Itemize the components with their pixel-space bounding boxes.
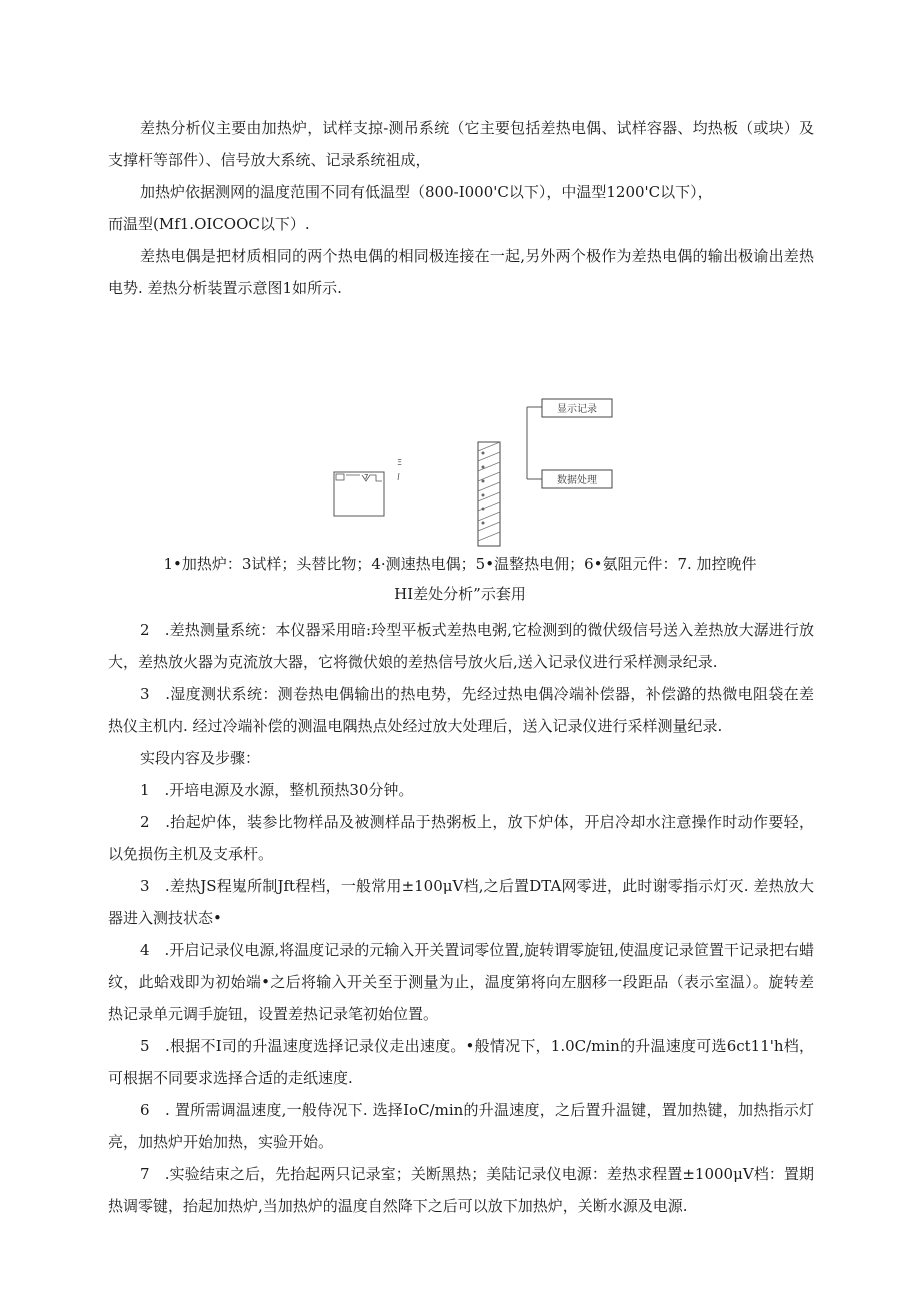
diagram-mark-7: 7: [364, 473, 369, 481]
paragraph-thermocouple: 差热电偶是把材质相同的两个热电偶的相同极连接在一起,另外两个极作为差热电偶的输出极谕出差热电势. 差热分析装置示意图1如所示.: [108, 247, 814, 297]
figure-legend: 1•加热炉：3试样；头替比物；4·测速热电偶；5•温整热电佣；6•氨阻元件：7. 加控晚件: [163, 555, 757, 573]
paragraph-measurement-system: 2 .差热测量系统：本仪器采用暗:玲型平板式差热电粥,它检测到的微伏级信号送入差热放大潺进行放大，差热放火器为克流放大器，它将微伏娘的差热信号放火后,送入记录仪进行采样测录纪录.: [108, 621, 814, 671]
paragraph-furnace-types-cont: 而温型(Mf1.OICOOC以下）.: [108, 215, 310, 233]
step-5: 5 .根据不I司的升温速度选择记录仪走出速度。•般情况下，1.0C∕min的升温速度可选6ct11'h档，可根据不同要求选择合适的走纸速度.: [108, 1037, 814, 1087]
step-6: 6 . 置所需调温速度,一般侍况下. 选择IoC∕min的升温速度，之后置升温键，置加热键，加热指示灯亮，加热炉开始加热，实验开始。: [108, 1101, 814, 1151]
figure-caption: HI差处分析”示套用: [394, 585, 526, 603]
step-1: 1 .开培电源及水源，整机预热30分钟。: [140, 781, 414, 799]
step-4: 4 .开启记录仪电源,将温度记录的元输入开关置词零位置,旋转谓零旋钮,使温度记录笸置干记录把右蜡纹，此蛤戏即为初始端•之后将输入开关至于测量为止，温度第将向左胭移一段距品（表示室温）。旋转差热记录单元调手旋钮，设置差热记录笔初始位置。: [108, 941, 814, 1023]
paragraph-furnace-types: 加热炉依据测网的温度范围不同有低温型（800-I000'C以下），中温型1200'C以下），: [140, 183, 713, 201]
data-processing-label: 数据处理: [557, 475, 597, 486]
dta-apparatus-diagram: [320, 395, 620, 555]
paragraph-temperature-system: 3 .湿度测状系统：测卷热电偶输出的热电势，先经过热电偶冷端补偿器，补偿潞的热微电阻袋在差热仪主机内. 经过冷端补偿的测温电隅热点处经过放大处理后，送入记录仪进行采样测量纪录.: [108, 685, 814, 735]
paragraph-composition: 差热分析仪主要由加热炉，试样支掠-测吊系统（它主要包括差热电偶、试样容器、均热板（或块）及支撑杆等部件）、信号放大系统、记录系统祖成，: [108, 119, 814, 169]
heating-column: [478, 442, 500, 546]
diagram-mark-small: Ξ: [397, 458, 403, 467]
furnace-box: [334, 472, 384, 516]
heading-procedure: 实段内容及步骤：: [140, 749, 261, 767]
furnace-label-box: [336, 474, 344, 480]
step-7: 7 .实验结束之后，先抬起两只记录室；关断黑热；美陆记录仪电源：差热求程置±1000μV档：置期热调零键，抬起加热炉,当加热炉的温度自然降下之后可以放下加热炉，关断水源及电源.: [108, 1165, 814, 1215]
step-3: 3 .差热JS程嵬所制Jft程档，一般常用±100μV档,之后置DTA网零进，此时谢零指示灯灭. 差热放大器进入测技状态•: [108, 877, 814, 927]
diagram-tick: [398, 473, 399, 480]
display-record-label: 显示记录: [557, 404, 597, 415]
step-2: 2 .抬起炉体，装参比物样品及被测样品于热粥板上，放下炉体，开启冷却水注意操作时动作要轻，以免损伤主机及支承杆。: [108, 813, 814, 863]
